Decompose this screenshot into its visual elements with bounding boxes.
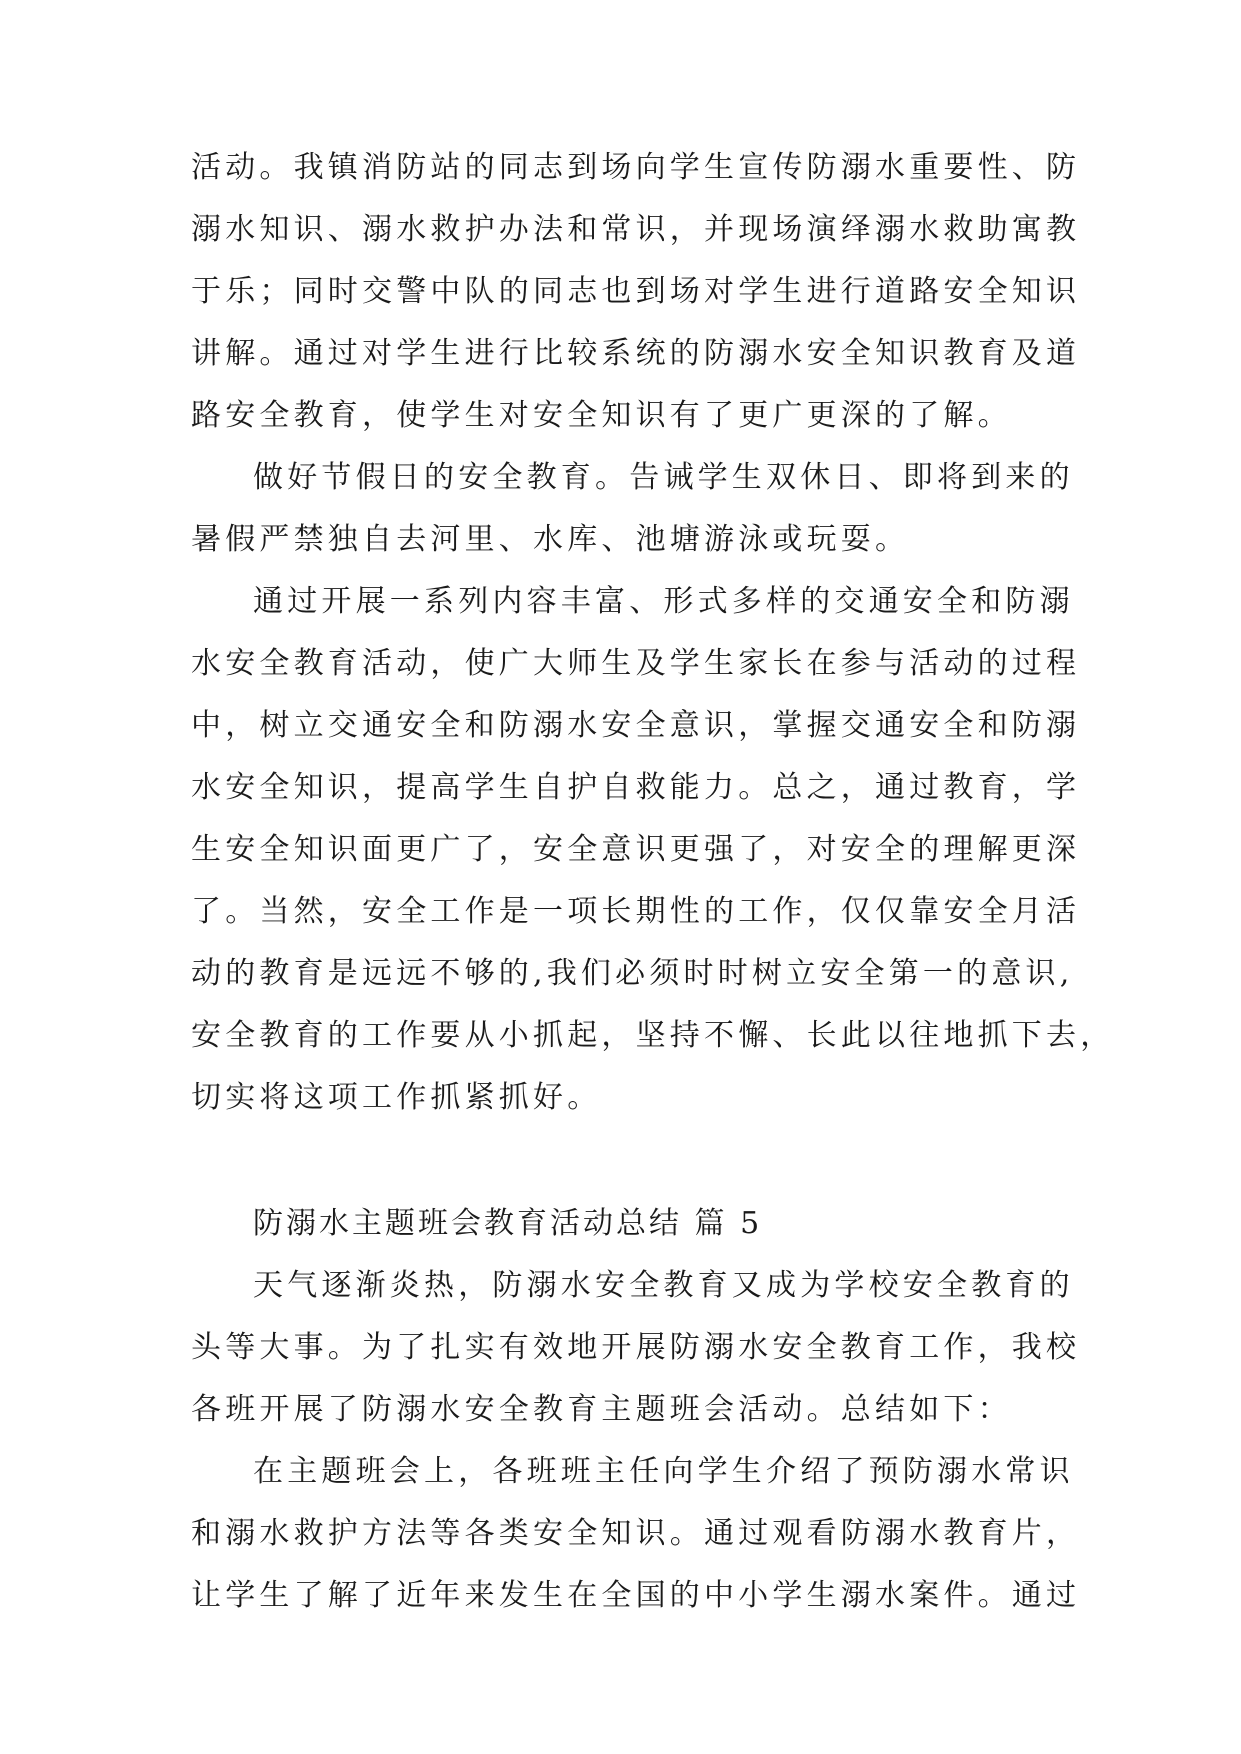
text-line: 于乐；同时交警中队的同志也到场对学生进行道路安全知识 xyxy=(191,274,1081,309)
text-line: 活动。我镇消防站的同志到场向学生宣传防溺水重要性、防 xyxy=(191,150,1081,185)
text-line: 和溺水救护方法等各类安全知识。通过观看防溺水教育片， xyxy=(191,1516,1081,1551)
text-line: 头等大事。为了扎实有效地开展防溺水安全教育工作，我校 xyxy=(191,1330,1081,1365)
paragraph-start-line: 天气逐渐炎热，防溺水安全教育又成为学校安全教育的 xyxy=(253,1268,1074,1303)
text-line: 中，树立交通安全和防溺水安全意识，掌握交通安全和防溺 xyxy=(191,708,1081,743)
text-line: 讲解。通过对学生进行比较系统的防溺水安全知识教育及道 xyxy=(191,336,1081,371)
section-heading: 防溺水主题班会教育活动总结 篇 5 xyxy=(253,1206,763,1241)
text-line: 生安全知识面更广了，安全意识更强了，对安全的理解更深 xyxy=(191,832,1081,867)
paragraph-start-line: 做好节假日的安全教育。告诫学生双休日、即将到来的 xyxy=(253,460,1074,495)
text-line: 切实将这项工作抓紧抓好。 xyxy=(191,1080,602,1115)
text-line: 暑假严禁独自去河里、水库、池塘游泳或玩耍。 xyxy=(191,522,910,557)
text-line: 溺水知识、溺水救护办法和常识，并现场演绎溺水救助寓教 xyxy=(191,212,1081,247)
text-line: 了。当然，安全工作是一项长期性的工作，仅仅靠安全月活 xyxy=(191,894,1081,929)
text-line: 路安全教育，使学生对安全知识有了更广更深的了解。 xyxy=(191,398,1012,433)
paragraph-start-line: 通过开展一系列内容丰富、形式多样的交通安全和防溺 xyxy=(253,584,1074,619)
text-line: 动的教育是远远不够的,我们必须时时树立安全第一的意识, xyxy=(191,956,1074,991)
text-line: 安全教育的工作要从小抓起，坚持不懈、长此以往地抓下去， xyxy=(191,1018,1115,1053)
text-line: 水安全教育活动，使广大师生及学生家长在参与活动的过程 xyxy=(191,646,1081,681)
text-line: 让学生了解了近年来发生在全国的中小学生溺水案件。通过 xyxy=(191,1578,1081,1613)
text-line: 水安全知识，提高学生自护自救能力。总之，通过教育，学 xyxy=(191,770,1081,805)
text-line: 各班开展了防溺水安全教育主题班会活动。总结如下： xyxy=(191,1392,1012,1427)
paragraph-start-line: 在主题班会上，各班班主任向学生介绍了预防溺水常识 xyxy=(253,1454,1074,1489)
